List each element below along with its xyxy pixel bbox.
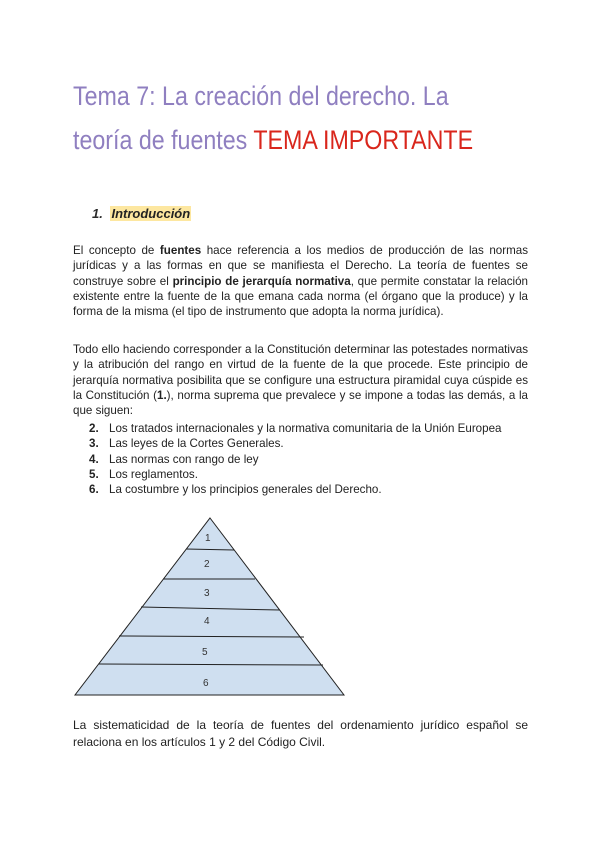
title-important-tag: TEMA IMPORTANTE	[253, 125, 474, 155]
list-item	[73, 482, 533, 497]
list-text: Las leyes de la Cortes Generales.	[109, 437, 284, 451]
pyramid-level-label: 3	[204, 588, 210, 599]
constitucion-number: 1.	[157, 388, 167, 402]
paragraph-text: Todo ello haciendo corresponder a la Constitución determinar las potestades normativas y la atribución del rango en virtud de la fuente de la que procede. Este principio de jerarquía normativa posibilita que se configure una estructura piramidal cuya cúspide es la Constitución (	[73, 343, 528, 402]
list-text: Las normas con rango de ley	[109, 452, 259, 466]
list-number: 3.	[89, 437, 99, 451]
paragraph-text: El concepto de	[73, 244, 160, 257]
paragraph-text: ), norma suprema que prevalece y se impone a todas las demás, a la que siguen:	[73, 388, 528, 418]
paragraph-text: hace referencia a los medios de producción de las normas jurídicas y a las formas en que se manifiesta el Derecho. La teoría de fuentes se construye sobre el	[73, 244, 528, 288]
paragraph-codigo-civil: La sistematicidad de la teoría de fuentes del ordenamiento jurídico español se relaciona en los artículos 1 y 2 del Código Civil.	[73, 718, 528, 749]
list-number: 4.	[89, 452, 99, 466]
title-main: Tema 7: La creación del derecho. La teoría de fuentes	[73, 81, 449, 155]
page-title	[73, 74, 477, 162]
list-item	[73, 436, 533, 451]
term-fuentes: fuentes	[159, 244, 202, 257]
pyramid-level-label: 6	[203, 678, 209, 689]
pyramid-level-label: 1	[205, 533, 211, 544]
paragraph-constitucion	[73, 342, 528, 418]
pyramid-shape	[75, 518, 344, 695]
section-label: Introducción	[111, 206, 191, 221]
list-text: La costumbre y los principios generales del Derecho.	[109, 483, 382, 497]
hierarchy-pyramid	[72, 516, 348, 698]
term-jerarquia: principio de jerarquía normativa	[172, 274, 351, 288]
pyramid-level-label: 4	[204, 616, 210, 627]
pyramid-level-label: 2	[204, 559, 210, 570]
list-item	[73, 452, 533, 467]
list-number: 5.	[89, 467, 99, 481]
pyramid-level-label: 5	[202, 647, 208, 658]
list-text: Los reglamentos.	[109, 467, 198, 481]
list-item	[73, 467, 533, 482]
list-item	[73, 421, 533, 436]
paragraph-intro	[73, 243, 528, 319]
section-heading	[92, 206, 191, 221]
hierarchy-list	[73, 421, 533, 497]
list-number: 2.	[89, 422, 99, 435]
paragraph-text: , que permite constatar la relación existente entre la fuente de la que emana cada norma (el órgano que la produce) y la forma de la misma (el tipo de instrumento que adopta la norma jurídica).	[73, 274, 529, 319]
section-number: 1.	[92, 206, 103, 221]
list-text: Los tratados internacionales y la normativa comunitaria de la Unión Europea	[109, 422, 502, 435]
list-number: 6.	[89, 483, 99, 497]
